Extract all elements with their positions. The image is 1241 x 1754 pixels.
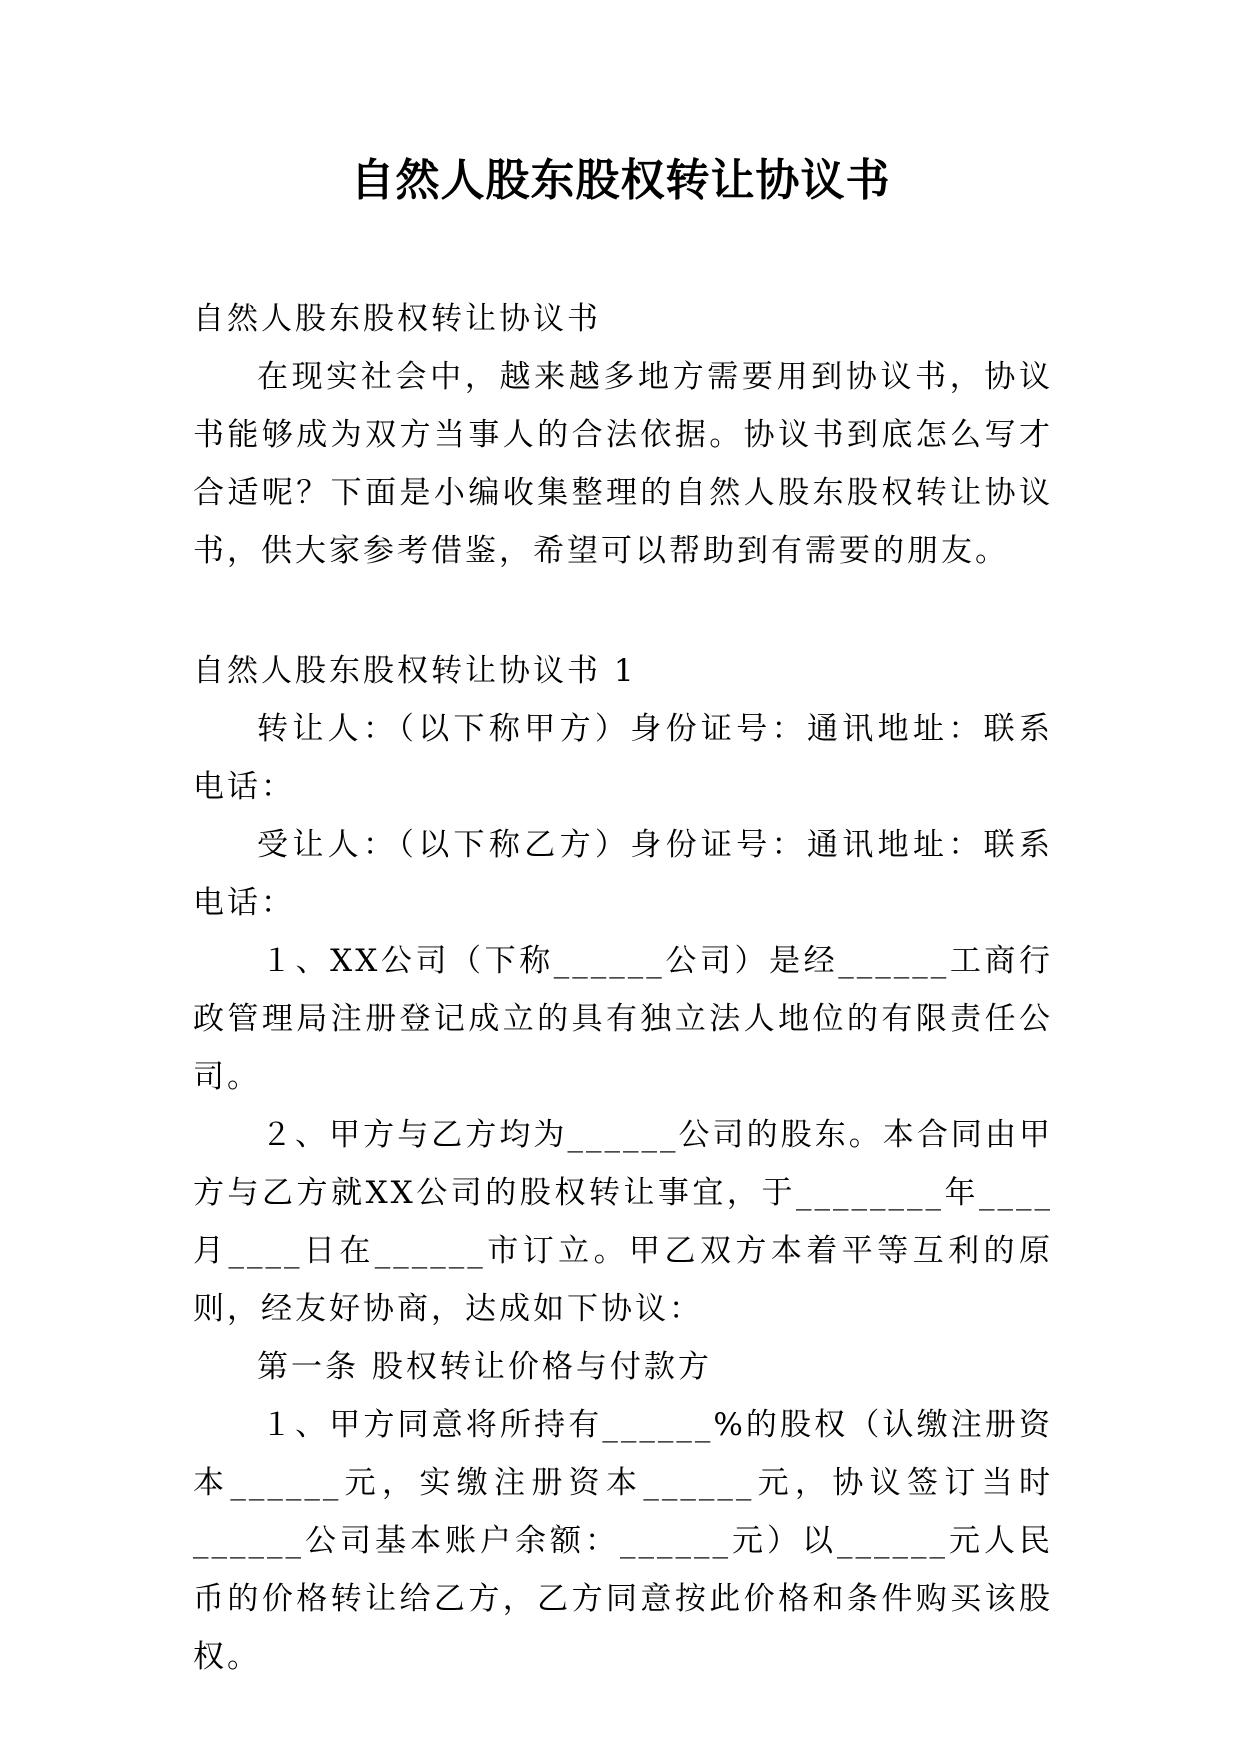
paragraph-transferor: 转让人：（以下称甲方）身份证号：通讯地址：联系电话： [193, 711, 1053, 805]
document-title: 自然人股东股权转让协议书 [350, 155, 891, 206]
paragraph-company-info: １、XX公司（下称______公司）是经______工商行政管理局注册登记成立的具有独立法人地位的有限责任公司。 [193, 943, 1053, 1095]
paragraph-intro: 在现实社会中，越来越多地方需要用到协议书，协议书能够成为双方当事人的合法依据。协议书到底怎么写才合适呢？下面是小编收集整理的自然人股东股权转让协议书，供大家参考借鉴，希望可以帮助到有需要的朋友。 [193, 359, 1053, 569]
paragraph-subtitle: 自然人股东股权转让协议书 [193, 301, 601, 337]
paragraph-article-one-item-one: １、甲方同意将所持有______%的股权（认缴注册资本______元，实缴注册资本______元，协议签订当时______公司基本账户余额：______元）以______元人民币的价格转让给乙方，乙方同意按此价格和条件购买该股权。 [193, 1407, 1053, 1675]
paragraph-article-one-heading: 第一条 股权转让价格与付款方 [257, 1349, 712, 1385]
document-body [193, 290, 1053, 1686]
paragraph-section-heading: 自然人股东股权转让协议书 1 [193, 653, 637, 689]
paragraph-transferee: 受让人：（以下称乙方）身份证号：通讯地址：联系电话： [193, 827, 1053, 921]
paragraph-shareholders: ２、甲方与乙方均为______公司的股东。本合同由甲方与乙方就XX公司的股权转让事宜，于________年____月____日在______市订立。甲乙双方本着平等互利的原则，经友好协商，达成如下协议： [193, 1117, 1053, 1327]
